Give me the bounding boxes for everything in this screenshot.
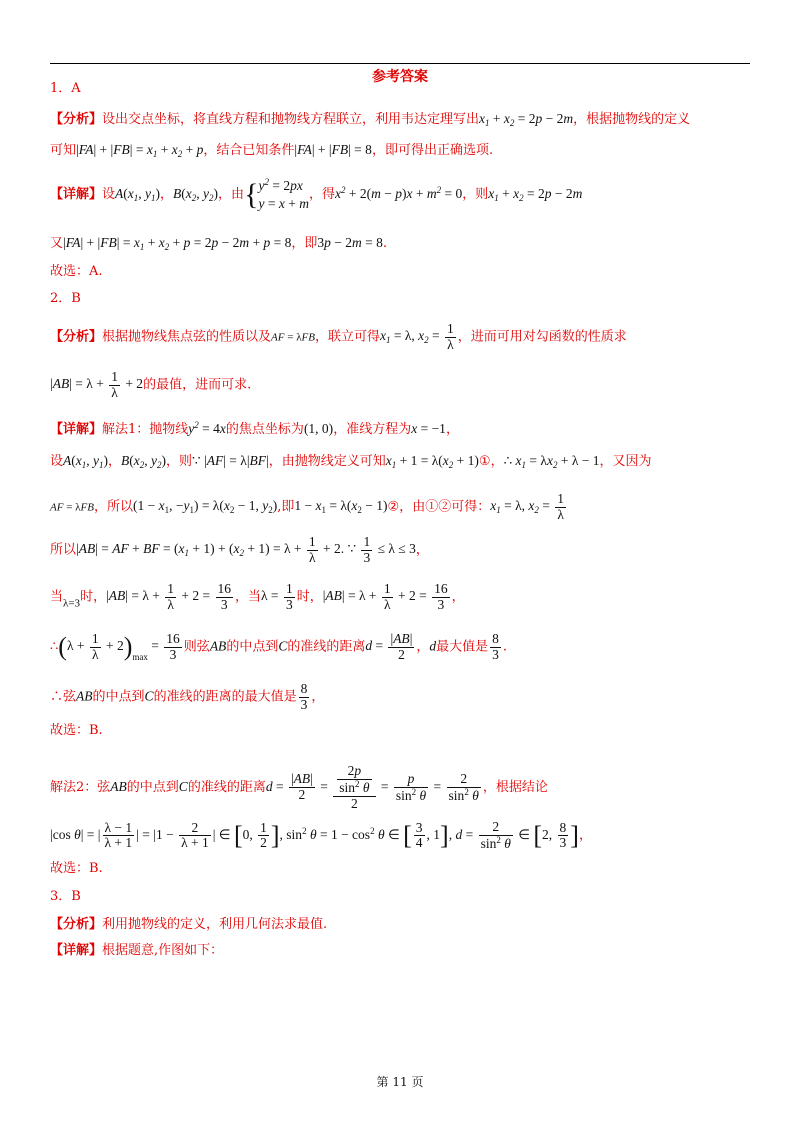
q2-method1-line5: 当$_{\lambda=3}$时，|AB| = λ + $\frac{1}{\lambda}$ + 2 = $\frac{16}{3}$ ，当λ = $\frac{1}{3}$ 时，|AB| = λ + $\frac{1}{\lambda}$ + 2 = $\frac{16}{3}$ ， (50, 581, 465, 612)
page-title: 参考答案 (372, 69, 428, 85)
detail-tag: 【详解】 (50, 186, 103, 202)
q3-detail: 【详解】根据题意,作图如下： (50, 943, 224, 958)
analysis-tag: 【分析】 (50, 112, 103, 127)
answer-2-label: 2．B (50, 291, 81, 306)
answer-3-label: 3．B (50, 889, 81, 904)
q2-analysis-line1: 【分析】根据抛物线焦点弦的性质以及AF = λFB，联立可得$x_1 = \lambda$, $x_2$ = $\frac{1}{\lambda}$ ，进而可用对勾函数的性质求 (50, 321, 627, 352)
q2-method1-line2: 设$A(x_1$, $y_1$)，$B(x_2$, $y_2$)，则∵ |AF| = λ|BF|，由抛物线定义可知$x_1 + 1 = \lambda(x_2$ + 1)①，∴ $x_1 = \lambda x_2 + \lambda - 1$，又因为 (50, 453, 652, 470)
q1-detail-line2: 又$|FA| + |FB| = x_1 + x_2 + p = 2p - 2m + p = 8$，即3p − 2m = 8. (50, 235, 387, 252)
q1-analysis-line1: 【分析】设出交点坐标，将直线方程和抛物线方程联立，利用韦达定理写出$x_1 + x_2 = 2p - 2m$，根据抛物线的定义 (50, 111, 691, 128)
answer-1-label: 1．A (50, 81, 81, 96)
q2-method1-line6: ∴(λ + $\frac{1}{\lambda}$ + $2)_{max}$ = $\frac{16}{3}$ 则弦AB的中点到C的准线的距离d = $\frac{|AB|}{2}$ ，d最大值是 $\frac{8}{3}$ . (50, 631, 508, 663)
q2-method1-line3: AF = λFB，所以($1 - x_1$, $-y_1) = \lambda(x_2 - 1$, $y_2$),即$1 - x_1 = \lambda(x_2$ − 1)②，由①②可得：$x_1 = \lambda$, $x_2$ = $\frac{1}{\lambda}$ (50, 491, 564, 522)
q2-method1-line4: 所以|AB| = AF + BF = $(x_1 + 1) + (x_2 + 1) = \lambda$ + $\frac{1}{\lambda}$ + 2. ∵ $\frac{1}{3}$ ≤ λ ≤ 3， (50, 534, 429, 565)
q2-method1-line1: 【详解】解法1：抛物线$y^2 = 4x$的焦点坐标为(1, 0)，准线方程为x = −1， (50, 420, 459, 437)
q2-method2-line2: |cos θ| = | $\frac{\lambda - 1}{\lambda + 1}$ | = |1 − $\frac{2}{\lambda + 1}$ | ∈ [0, $\frac{1}{2}$ ], $\sin^2 \theta = 1 - \cos^2 \theta$ ∈ [ $\frac{3}{4}$ , 1], d = $\frac{2}{\sin^2 \theta}$ ∈ [2, $\frac{8}{3}$ ]， (50, 819, 592, 851)
q2-conclusion-2: 故选：B. (50, 861, 103, 876)
q3-analysis: 【分析】利用抛物线的定义，利用几何法求最值. (50, 917, 328, 932)
q2-method1-line7: ∴弦AB的中点到C的准线的距离的最大值是 $\frac{8}{3}$ ， (50, 681, 325, 712)
header-rule (50, 63, 750, 64)
q2-method2-line1: 解法2：弦AB的中点到C的准线的距离d = $\frac{|AB|}{2}$ = $\frac{\frac{2p}{\sin^2 \theta}}{2}$ = $\frac{p}{\sin^2 \theta}$ = $\frac{2}{\sin^2 \theta}$ ，根据结论 (50, 763, 548, 811)
q1-conclusion: 故选：A. (50, 264, 103, 279)
q2-analysis-line2: |AB| = λ + $\frac{1}{\lambda}$ + 2的最值，进而可求. (50, 369, 252, 400)
page-number: 第 11 页 (376, 1075, 424, 1089)
q1-analysis-line2: 可知$|FA| + |FB| = x_1 + x_2 + p$，结合已知条件|FA| + |FB| = 8，即可得出正确选项. (50, 142, 494, 159)
q1-detail-line1: 【详解】设$A(x_1$, $y_1$)，$B(x_2$, $y_2$)，由{ $y^2 = 2px$ y = x + m ，得$x^2 + 2(m - p)x + m^2 = 0$，则$x_1 + x_2 = 2p - 2m$ (50, 177, 583, 212)
q2-conclusion-1: 故选：B. (50, 723, 103, 738)
